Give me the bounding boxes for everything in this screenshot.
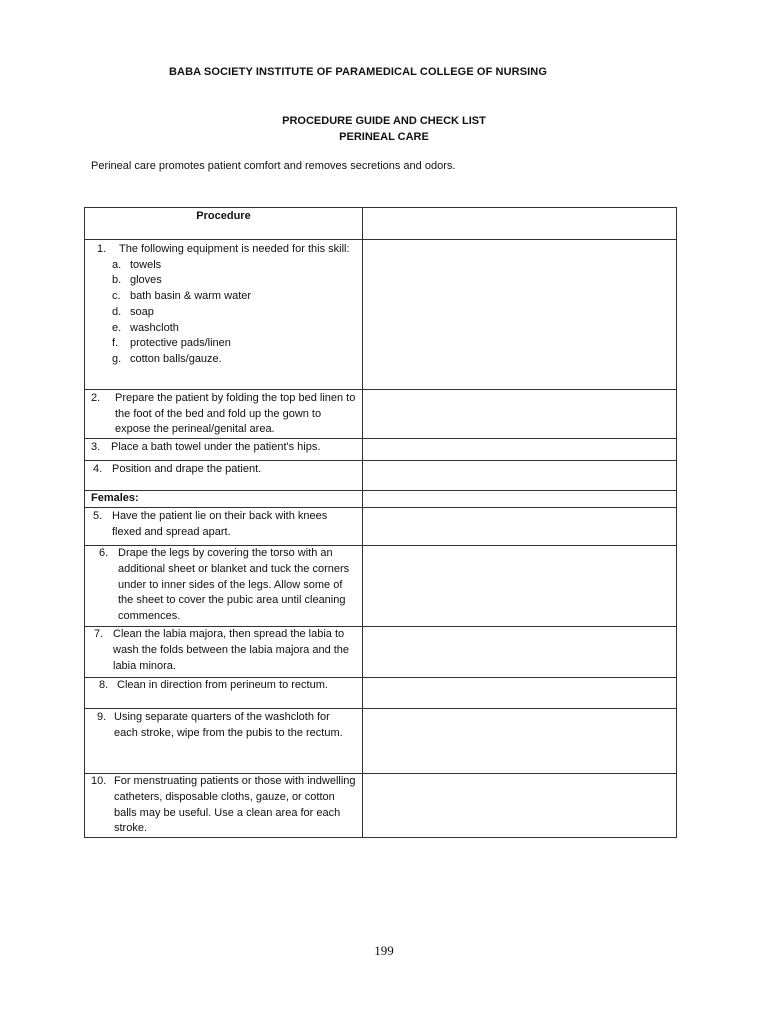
procedure-cell bbox=[85, 439, 363, 461]
step-text: Prepare the patient by folding the top bed linen to the foot of the bed and fold up the gown to expose the perineal/genital area. bbox=[115, 392, 356, 436]
step-text: Clean the labia majora, then spread the labia to wash the folds between the labia majora and the labia minora. bbox=[113, 628, 350, 672]
checklist-cell bbox=[363, 240, 677, 390]
step-2 bbox=[85, 391, 362, 438]
step-6 bbox=[85, 546, 362, 625]
checklist-cell bbox=[363, 461, 677, 491]
list-item: a. towels bbox=[112, 258, 162, 271]
intro-text: Perineal care promotes patient comfort and removes secretions and odors. bbox=[91, 160, 456, 172]
step-text: For menstruating patients or those with indwelling catheters, disposable cloths, gauze, or cotton balls may be useful. Use a clean area for each stroke. bbox=[114, 775, 356, 835]
procedure-cell bbox=[85, 627, 363, 678]
list-item: e. washcloth bbox=[112, 321, 179, 334]
step-10 bbox=[85, 774, 362, 837]
step-number: 4. bbox=[93, 463, 103, 476]
list-item: b. gloves bbox=[112, 274, 162, 287]
procedure-cell bbox=[85, 240, 363, 390]
checklist-cell bbox=[363, 508, 677, 546]
procedure-cell bbox=[85, 491, 363, 508]
checklist-cell bbox=[363, 627, 677, 678]
table-row bbox=[85, 491, 677, 508]
table-row bbox=[85, 439, 677, 461]
step-3 bbox=[85, 440, 362, 456]
table-row bbox=[85, 546, 677, 627]
table-row bbox=[85, 678, 677, 709]
equipment-list bbox=[85, 258, 362, 368]
table-row bbox=[85, 774, 677, 838]
title-line-2: PERINEAL CARE bbox=[339, 131, 429, 143]
procedure-header: Procedure bbox=[85, 208, 363, 240]
checklist-cell bbox=[363, 546, 677, 627]
step-text: Position and drape the patient. bbox=[112, 463, 262, 476]
procedure-cell bbox=[85, 774, 363, 838]
step-number: 8. bbox=[99, 679, 109, 692]
table-row bbox=[85, 240, 677, 390]
step-number: 9. bbox=[97, 711, 107, 724]
procedure-cell bbox=[85, 390, 363, 439]
checklist-cell bbox=[363, 709, 677, 774]
title-line-1: PROCEDURE GUIDE AND CHECK LIST bbox=[282, 115, 486, 127]
table-row bbox=[85, 461, 677, 491]
step-text: Clean in direction from perineum to rectum. bbox=[117, 679, 328, 692]
document-title bbox=[0, 113, 768, 145]
step-number: 1. bbox=[97, 243, 107, 255]
list-item: d. soap bbox=[112, 305, 154, 318]
procedure-cell bbox=[85, 546, 363, 627]
step-number: 10. bbox=[91, 775, 107, 788]
procedure-cell bbox=[85, 678, 363, 709]
checklist-cell bbox=[363, 491, 677, 508]
step-7 bbox=[85, 627, 362, 674]
step-number: 5. bbox=[93, 510, 103, 523]
step-9 bbox=[85, 710, 362, 741]
step-number: 3. bbox=[91, 441, 101, 454]
females-section-label: Females: bbox=[91, 492, 139, 505]
step-4 bbox=[85, 462, 362, 478]
list-item: c. bath basin & warm water bbox=[112, 290, 252, 303]
procedure-cell bbox=[85, 508, 363, 546]
procedure-cell bbox=[85, 709, 363, 774]
step-text: Using separate quarters of the washcloth for each stroke, wipe from the pubis to the rectum. bbox=[114, 711, 343, 739]
procedure-checklist-table bbox=[84, 207, 677, 838]
step-text: Place a bath towel under the patient's hips. bbox=[111, 441, 321, 454]
step-number: 7. bbox=[94, 628, 104, 641]
list-item: f. protective pads/linen bbox=[112, 337, 231, 350]
step-number: 2. bbox=[91, 392, 101, 404]
checklist-cell bbox=[363, 390, 677, 439]
step-number: 6. bbox=[99, 547, 109, 560]
institute-name: BABA SOCIETY INSTITUTE OF PARAMEDICAL COLLEGE OF NURSING bbox=[169, 66, 547, 78]
table-row bbox=[85, 508, 677, 546]
list-item: g. cotton balls/gauze. bbox=[112, 352, 222, 365]
step-1 bbox=[85, 242, 362, 258]
checklist-cell bbox=[363, 208, 677, 240]
step-text: Drape the legs by covering the torso with an additional sheet or blanket and tuck the corners under to inner sides of the legs. Allow some of the sheet to cover the pubic area until cleaning commences. bbox=[118, 547, 350, 622]
table-row bbox=[85, 627, 677, 678]
table-row bbox=[85, 709, 677, 774]
table-row bbox=[85, 390, 677, 439]
step-text: Have the patient lie on their back with knees flexed and spread apart. bbox=[112, 510, 328, 538]
page-number: 199 bbox=[374, 943, 394, 958]
checklist-cell bbox=[363, 439, 677, 461]
procedure-cell bbox=[85, 461, 363, 491]
table-header-row bbox=[85, 208, 677, 240]
step-8 bbox=[85, 678, 362, 694]
step-text: The following equipment is needed for this skill: bbox=[119, 243, 350, 255]
checklist-cell bbox=[363, 678, 677, 709]
step-5 bbox=[85, 509, 362, 540]
checklist-cell bbox=[363, 774, 677, 838]
